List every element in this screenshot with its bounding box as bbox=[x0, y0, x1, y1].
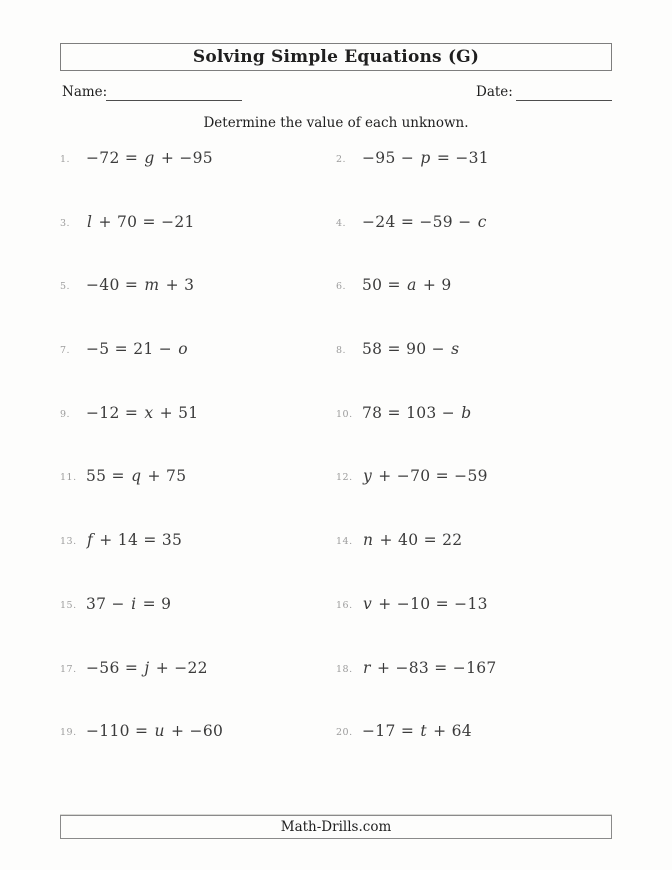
problem bbox=[60, 340, 336, 404]
problem-equation: 37 − i = 9 bbox=[86, 594, 172, 613]
problem-equation: f + 14 = 35 bbox=[87, 531, 183, 550]
page-title: Solving Simple Equations (G) bbox=[192, 47, 480, 67]
problem-number: 6. bbox=[336, 281, 347, 293]
problem-equation: −110 = u + −60 bbox=[86, 722, 224, 741]
problem bbox=[60, 149, 336, 213]
problem-equation: 78 = 103 − b bbox=[362, 403, 472, 422]
problem-number: 14. bbox=[336, 536, 353, 548]
name-blank-line bbox=[106, 100, 242, 101]
problem-equation: −24 = −59 − c bbox=[362, 212, 487, 231]
problem bbox=[336, 595, 612, 659]
problem-number: 4. bbox=[336, 217, 347, 229]
problem bbox=[60, 595, 336, 659]
problem-equation: −5 = 21 − o bbox=[86, 340, 188, 359]
date-label: Date: bbox=[476, 84, 513, 100]
problem-equation: y + −70 = −59 bbox=[363, 467, 488, 486]
problem-number: 8. bbox=[336, 345, 347, 357]
problem bbox=[336, 659, 612, 723]
problem bbox=[60, 531, 336, 595]
title-box bbox=[60, 43, 612, 71]
name-label: Name: bbox=[62, 84, 108, 100]
problem-number: 3. bbox=[60, 217, 71, 229]
problem-number: 5. bbox=[60, 281, 71, 293]
problem-number: 9. bbox=[60, 408, 71, 420]
footer-box bbox=[60, 815, 612, 839]
problem-number: 7. bbox=[60, 345, 71, 357]
problem bbox=[336, 213, 612, 277]
problem-equation: 50 = a + 9 bbox=[362, 276, 452, 295]
problem-equation: −17 = t + 64 bbox=[362, 722, 472, 741]
problem-equation: v + −10 = −13 bbox=[363, 594, 488, 613]
problem-number: 1. bbox=[60, 154, 71, 165]
problem-equation: l + 70 = −21 bbox=[87, 212, 195, 231]
problem-equation: r + −83 = −167 bbox=[363, 658, 497, 677]
problem-equation: −56 = j + −22 bbox=[86, 658, 208, 677]
problem-number: 16. bbox=[336, 599, 353, 611]
problem bbox=[336, 404, 612, 468]
problem-number: 19. bbox=[60, 727, 77, 739]
instruction-text: Determine the value of each unknown. bbox=[203, 115, 469, 131]
date-blank-line bbox=[516, 100, 612, 101]
problem bbox=[336, 149, 612, 213]
footer-brand: Math-Drills.com bbox=[280, 819, 392, 835]
problem-equation: −72 = g + −95 bbox=[86, 149, 213, 167]
problem-number: 18. bbox=[336, 663, 353, 675]
problem-equation: −40 = m + 3 bbox=[86, 276, 195, 295]
problem bbox=[60, 467, 336, 531]
problem bbox=[336, 276, 612, 340]
problem-number: 11. bbox=[60, 472, 77, 484]
problem-number: 10. bbox=[336, 408, 353, 420]
problem-equation: −12 = x + 51 bbox=[86, 403, 199, 422]
problem bbox=[60, 213, 336, 277]
problem-number: 13. bbox=[60, 536, 77, 548]
problem-number: 2. bbox=[336, 154, 347, 165]
problem bbox=[336, 531, 612, 595]
problem bbox=[336, 722, 612, 786]
problem bbox=[60, 722, 336, 786]
problem bbox=[336, 340, 612, 404]
problem-equation: 55 = q + 75 bbox=[86, 467, 187, 486]
problem-number: 15. bbox=[60, 599, 77, 611]
problem-number: 17. bbox=[60, 663, 77, 675]
problems-grid bbox=[60, 149, 612, 786]
problem-equation: 58 = 90 − s bbox=[362, 340, 460, 359]
problem bbox=[60, 404, 336, 468]
problem-number: 12. bbox=[336, 472, 353, 484]
problem-equation: n + 40 = 22 bbox=[363, 531, 463, 550]
problem bbox=[336, 467, 612, 531]
problem-equation: −95 − p = −31 bbox=[362, 149, 489, 167]
problem bbox=[60, 276, 336, 340]
problem bbox=[60, 659, 336, 723]
problem-number: 20. bbox=[336, 727, 353, 739]
